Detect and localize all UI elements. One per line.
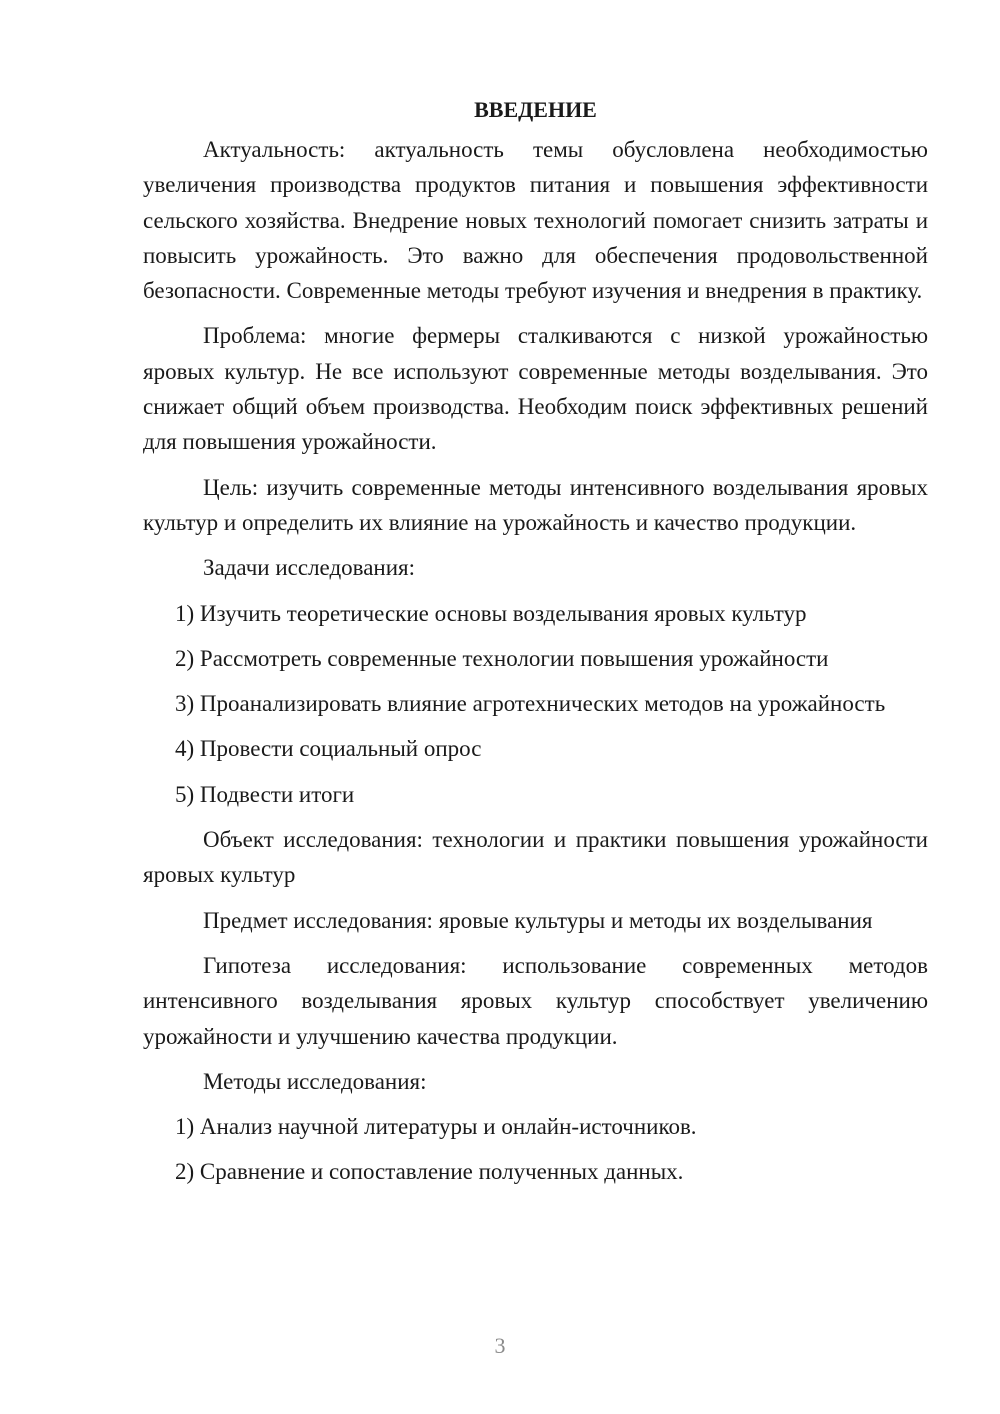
page-number: 3 xyxy=(494,1333,506,1358)
method-item: 1) Анализ научной литературы и онлайн-источников. xyxy=(175,1114,697,1140)
task-item: 3) Проанализировать влияние агротехнических методов на урожайность xyxy=(175,691,886,717)
subject-paragraph: Предмет исследования: яровые культуры и методы их возделывания xyxy=(203,907,873,933)
problem-paragraph: Проблема: многие фермеры сталкиваются с низкой урожайностью яровых культур. Не все используют современные методы возделывания. Это снижает общий объем производства. Необходим поиск эффективных решений для повышения урожайности. xyxy=(143,323,928,455)
relevance-paragraph: Актуальность: актуальность темы обусловлена необходимостью увеличения производства продуктов питания и повышения эффективности сельского хозяйства. Внедрение новых технологий помогает снизить затраты и повысить урожайность. Это важно для обеспечения продовольственной безопасности. Современные методы требуют изучения и внедрения в практику. xyxy=(143,137,928,304)
task-item: 2) Рассмотреть современные технологии повышения урожайности xyxy=(175,645,829,671)
page-title: ВВЕДЕНИЕ xyxy=(474,97,597,122)
methods-heading: Методы исследования: xyxy=(203,1068,427,1094)
task-item: 5) Подвести итоги xyxy=(175,781,355,807)
object-paragraph: Объект исследования: технологии и практики повышения урожайности яровых культур xyxy=(143,827,928,888)
task-item: 4) Провести социальный опрос xyxy=(175,736,482,762)
tasks-heading: Задачи исследования: xyxy=(203,555,416,581)
page-body xyxy=(143,92,928,1200)
hypothesis-paragraph: Гипотеза исследования: использование современных методов интенсивного возделывания яровых культур способствует увеличению урожайности и улучшению качества продукции. xyxy=(143,952,928,1049)
method-item: 2) Сравнение и сопоставление полученных данных. xyxy=(175,1159,684,1185)
goal-paragraph: Цель: изучить современные методы интенсивного возделывания яровых культур и определить их влияние на урожайность и качество продукции. xyxy=(143,474,928,535)
task-item: 1) Изучить теоретические основы возделывания яровых культур xyxy=(175,600,807,626)
